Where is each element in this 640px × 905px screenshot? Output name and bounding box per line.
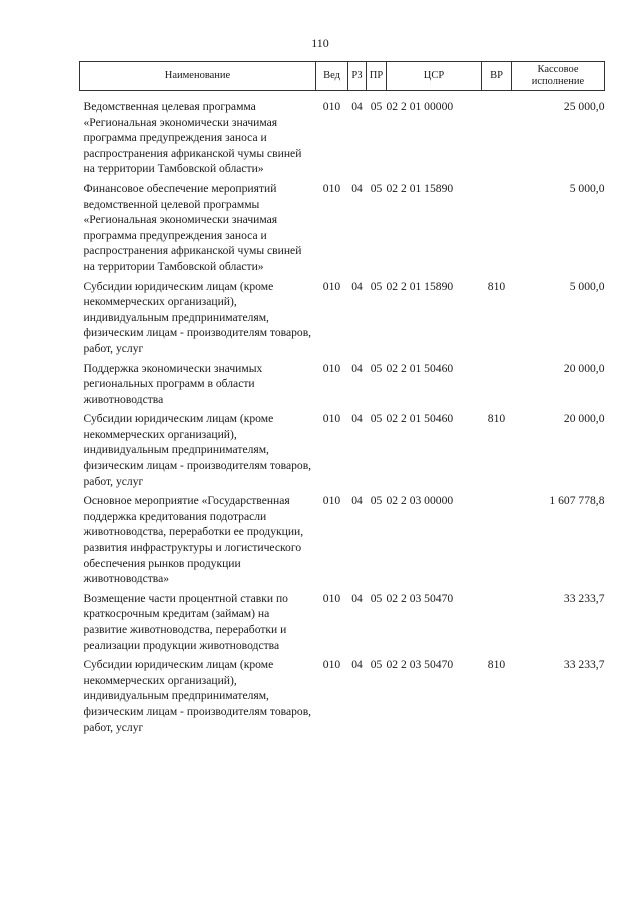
- table-header-row: [80, 62, 605, 91]
- row-ved: 010: [322, 100, 341, 113]
- table-row: [80, 181, 605, 279]
- row-amount: 25 000,0: [563, 100, 605, 113]
- row-name: Субсидии юридическим лицам (кроме некоммерческих организаций), индивидуальным предпринимателям, физическим лицам - производителям товаров, работ, услуг: [83, 412, 312, 488]
- table-row: [80, 279, 605, 361]
- row-pr: 05: [370, 181, 383, 195]
- row-amount: 20 000,0: [563, 361, 605, 375]
- row-name: Финансовое обеспечение мероприятий ведомственной целевой программы «Региональная экономически значимая программа предупреждения заноса и распространения африканской чумы свиней на территории Тамбовской области»: [83, 181, 302, 273]
- row-ved: 010: [322, 658, 341, 672]
- row-amount: 5 000,0: [569, 279, 605, 293]
- row-name: Субсидии юридическим лицам (кроме некоммерческих организаций), индивидуальным предпринимателям, физическим лицам - производителям товаров, работ, услуг: [83, 279, 312, 355]
- row-ved: 010: [322, 361, 341, 375]
- header-ved: Вед: [316, 62, 348, 91]
- row-csr: 02 2 03 50470: [386, 658, 454, 672]
- row-rz: 04: [351, 279, 363, 293]
- row-csr: 02 2 03 50470: [386, 591, 454, 605]
- row-ved: 010: [322, 412, 341, 426]
- row-rz: 04: [351, 100, 363, 113]
- row-csr: 02 2 01 15890: [386, 279, 454, 293]
- row-ved: 010: [322, 279, 341, 293]
- page-number: 110: [311, 36, 329, 50]
- row-name: Возмещение части процентной ставки по краткосрочным кредитам (займам) на развитие животноводства, переработки и реализации продукции животноводства: [83, 591, 288, 652]
- row-vr: 810: [487, 412, 506, 426]
- row-pr: 05: [370, 412, 383, 426]
- header-amount: Кассовое исполнение: [512, 62, 605, 91]
- row-ved: 010: [322, 494, 341, 508]
- row-csr: 02 2 01 50460: [386, 361, 454, 375]
- row-pr: 05: [370, 279, 383, 293]
- row-csr: 02 2 01 50460: [386, 412, 454, 426]
- row-ved: 010: [322, 591, 341, 605]
- row-pr: 05: [370, 361, 383, 375]
- row-vr: [482, 181, 512, 279]
- row-amount: 5 000,0: [569, 181, 605, 195]
- header-pr: ПР: [367, 62, 387, 91]
- row-rz: 04: [351, 591, 363, 605]
- row-name: Поддержка экономически значимых региональных программ в области животноводства: [83, 361, 263, 406]
- row-rz: 04: [351, 412, 363, 426]
- row-vr: 810: [487, 279, 506, 293]
- row-name: Основное мероприятие «Государственная поддержка кредитования подотрасли животноводства, переработки ее продукции, развития инфраструктуры и логистического обеспечения рынков продукции животноводства»: [83, 494, 304, 586]
- row-pr: 05: [370, 591, 383, 605]
- header-vr: ВР: [482, 62, 512, 91]
- table-row: [80, 91, 605, 181]
- row-vr: [482, 493, 512, 591]
- row-amount: 1 607 778,8: [549, 494, 605, 508]
- row-csr: 02 2 01 00000: [386, 100, 454, 113]
- row-amount: 33 233,7: [563, 591, 605, 605]
- table-row: [80, 411, 605, 493]
- row-name: Ведомственная целевая программа «Региональная экономически значимая программа предупреждения заноса и распространения африканской чумы свиней на территории Тамбовской области»: [83, 100, 302, 176]
- row-rz: 04: [351, 181, 363, 195]
- header-csr: ЦСР: [387, 62, 482, 91]
- table-row: [80, 657, 605, 739]
- table-row: [80, 591, 605, 657]
- row-rz: 04: [351, 658, 363, 672]
- row-name: Субсидии юридическим лицам (кроме некоммерческих организаций), индивидуальным предпринимателям, физическим лицам - производителям товаров, работ, услуг: [83, 658, 312, 734]
- row-rz: 04: [351, 361, 363, 375]
- row-vr: [482, 91, 512, 181]
- header-rz: РЗ: [348, 62, 367, 91]
- row-csr: 02 2 01 15890: [386, 181, 454, 195]
- table-row: [80, 493, 605, 591]
- row-vr: [482, 591, 512, 657]
- row-csr: 02 2 03 00000: [386, 494, 454, 508]
- row-ved: 010: [322, 181, 341, 195]
- row-amount: 33 233,7: [563, 658, 605, 672]
- header-name: Наименование: [80, 62, 316, 91]
- row-rz: 04: [351, 494, 363, 508]
- row-pr: 05: [370, 100, 383, 113]
- row-vr: 810: [487, 658, 506, 672]
- budget-table: [79, 61, 605, 739]
- row-pr: 05: [370, 494, 383, 508]
- row-amount: 20 000,0: [563, 412, 605, 426]
- row-pr: 05: [370, 658, 383, 672]
- table-row: [80, 361, 605, 412]
- row-vr: [482, 361, 512, 412]
